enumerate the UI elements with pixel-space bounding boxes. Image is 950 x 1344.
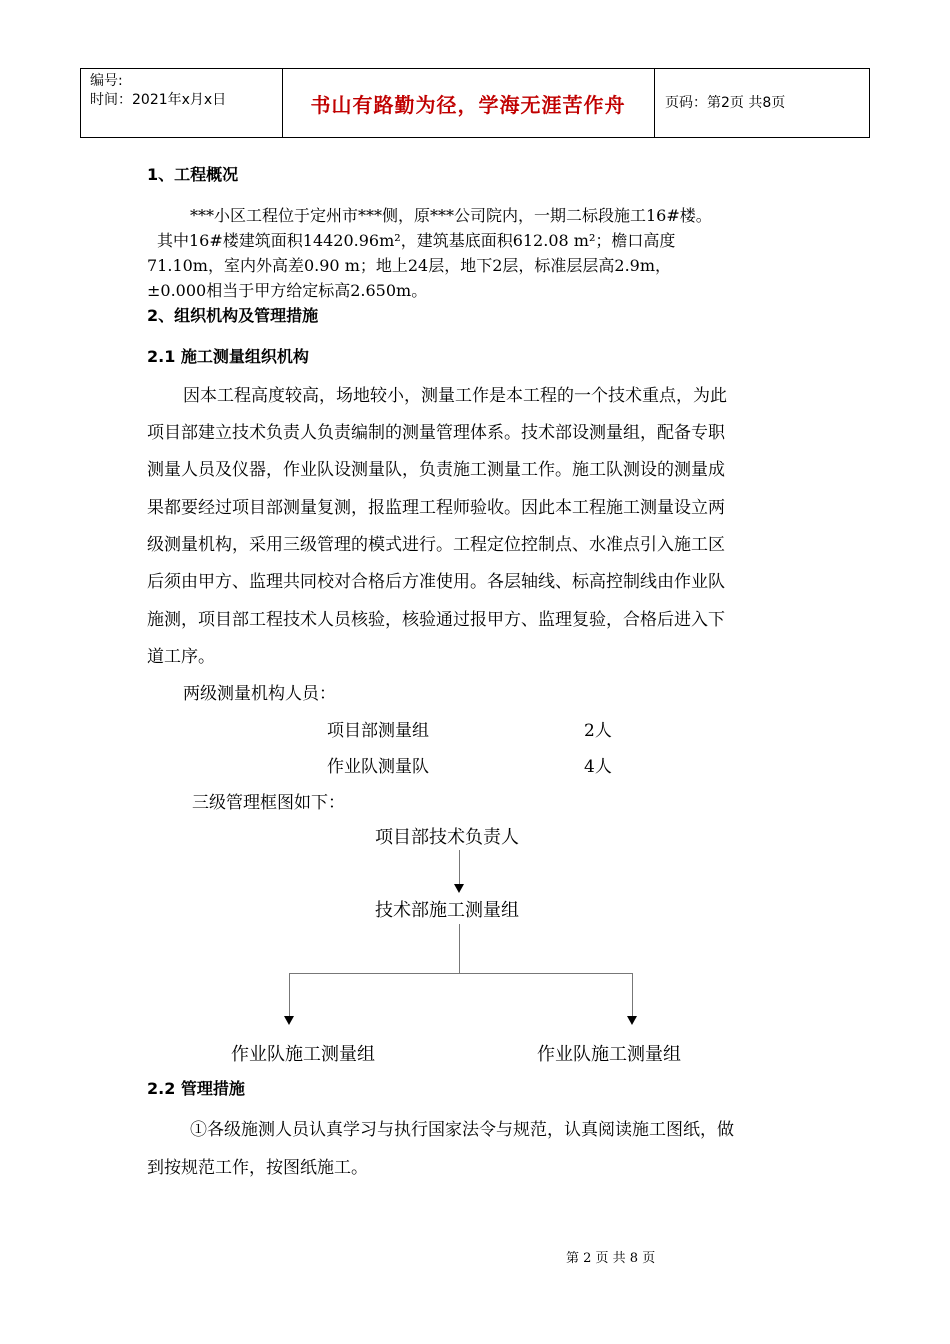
paragraph-line: 道工序。 [147, 647, 215, 667]
paragraph-line: 后须由甲方、监理共同校对合格后方准使用。各层轴线、标高控制线由作业队 [147, 572, 725, 592]
paragraph-line: 71.10m，室内外高差0.90 m；地上24层，地下2层，标准层层高2.9m， [147, 256, 672, 275]
paragraph-line: 级测量机构，采用三级管理的模式进行。工程定位控制点、水准点引入施工区 [147, 535, 725, 555]
chart-connector [459, 924, 460, 973]
serial-label: 编号: [90, 73, 123, 89]
chart-connector [632, 973, 633, 1016]
staff-count: 2人 [584, 721, 612, 741]
paragraph-line: 果都要经过项目部测量复测，报监理工程师验收。因此本工程施工测量设立两 [147, 498, 725, 518]
header-border [869, 69, 870, 137]
chart-connector [289, 973, 290, 1016]
page-footer: 第 2 页 共 8 页 [566, 1251, 656, 1266]
section-heading: 1、工程概况 [147, 165, 239, 184]
paragraph-line: 到按规范工作，按图纸施工。 [147, 1158, 368, 1178]
paragraph-line: ***小区工程位于定州市***侧，原***公司院内，一期二标段施工16#楼。 [190, 206, 712, 225]
header-border [80, 69, 81, 137]
paragraph-line: ①各级施测人员认真学习与执行国家法令与规范，认真阅读施工图纸，做 [190, 1120, 734, 1140]
staff-name: 作业队测量队 [327, 757, 429, 777]
paragraph-line: 因本工程高度较高，场地较小，测量工作是本工程的一个技术重点，为此 [183, 386, 727, 406]
chart-connector [289, 973, 632, 974]
section-heading: 2、组织机构及管理措施 [147, 306, 319, 325]
chart-arrow [454, 884, 464, 893]
staff-intro: 两级测量机构人员： [183, 684, 336, 704]
chart-arrow [627, 1016, 637, 1025]
chart-node-left: 作业队施工测量组 [231, 1044, 375, 1065]
header-left-cell [90, 72, 226, 110]
paragraph-line: 项目部建立技术负责人负责编制的测量管理体系。技术部设测量组，配备专职 [147, 423, 725, 443]
header-table [80, 68, 870, 138]
chart-node-top: 项目部技术负责人 [375, 827, 519, 848]
header-page-info: 页码：第2页 共8页 [665, 95, 786, 111]
staff-name: 项目部测量组 [327, 721, 429, 741]
header-divider [654, 69, 655, 137]
paragraph-line: 施测，项目部工程技术人员核验，核验通过报甲方、监理复验，合格后进入下 [147, 610, 725, 630]
staff-count: 4人 [584, 757, 612, 777]
chart-intro: 三级管理框图如下： [192, 793, 345, 813]
paragraph-line: 测量人员及仪器，作业队设测量队，负责施工测量工作。施工队测设的测量成 [147, 460, 725, 480]
subsection-heading: 2.2 管理措施 [147, 1079, 245, 1098]
chart-connector [459, 850, 460, 886]
time-label: 时间：2021年x月x日 [90, 92, 227, 108]
chart-node-middle: 技术部施工测量组 [375, 900, 519, 921]
chart-node-right: 作业队施工测量组 [537, 1044, 681, 1065]
subsection-heading: 2.1 施工测量组织机构 [147, 347, 309, 366]
paragraph-line: ±0.000相当于甲方给定标高2.650m。 [147, 281, 428, 300]
paragraph-line: 其中16#楼建筑面积14420.96m²，建筑基底面积612.08 m²；檐口高度 [157, 231, 676, 250]
header-motto: 书山有路勤为径，学海无涯苦作舟 [310, 93, 626, 117]
chart-arrow [284, 1016, 294, 1025]
